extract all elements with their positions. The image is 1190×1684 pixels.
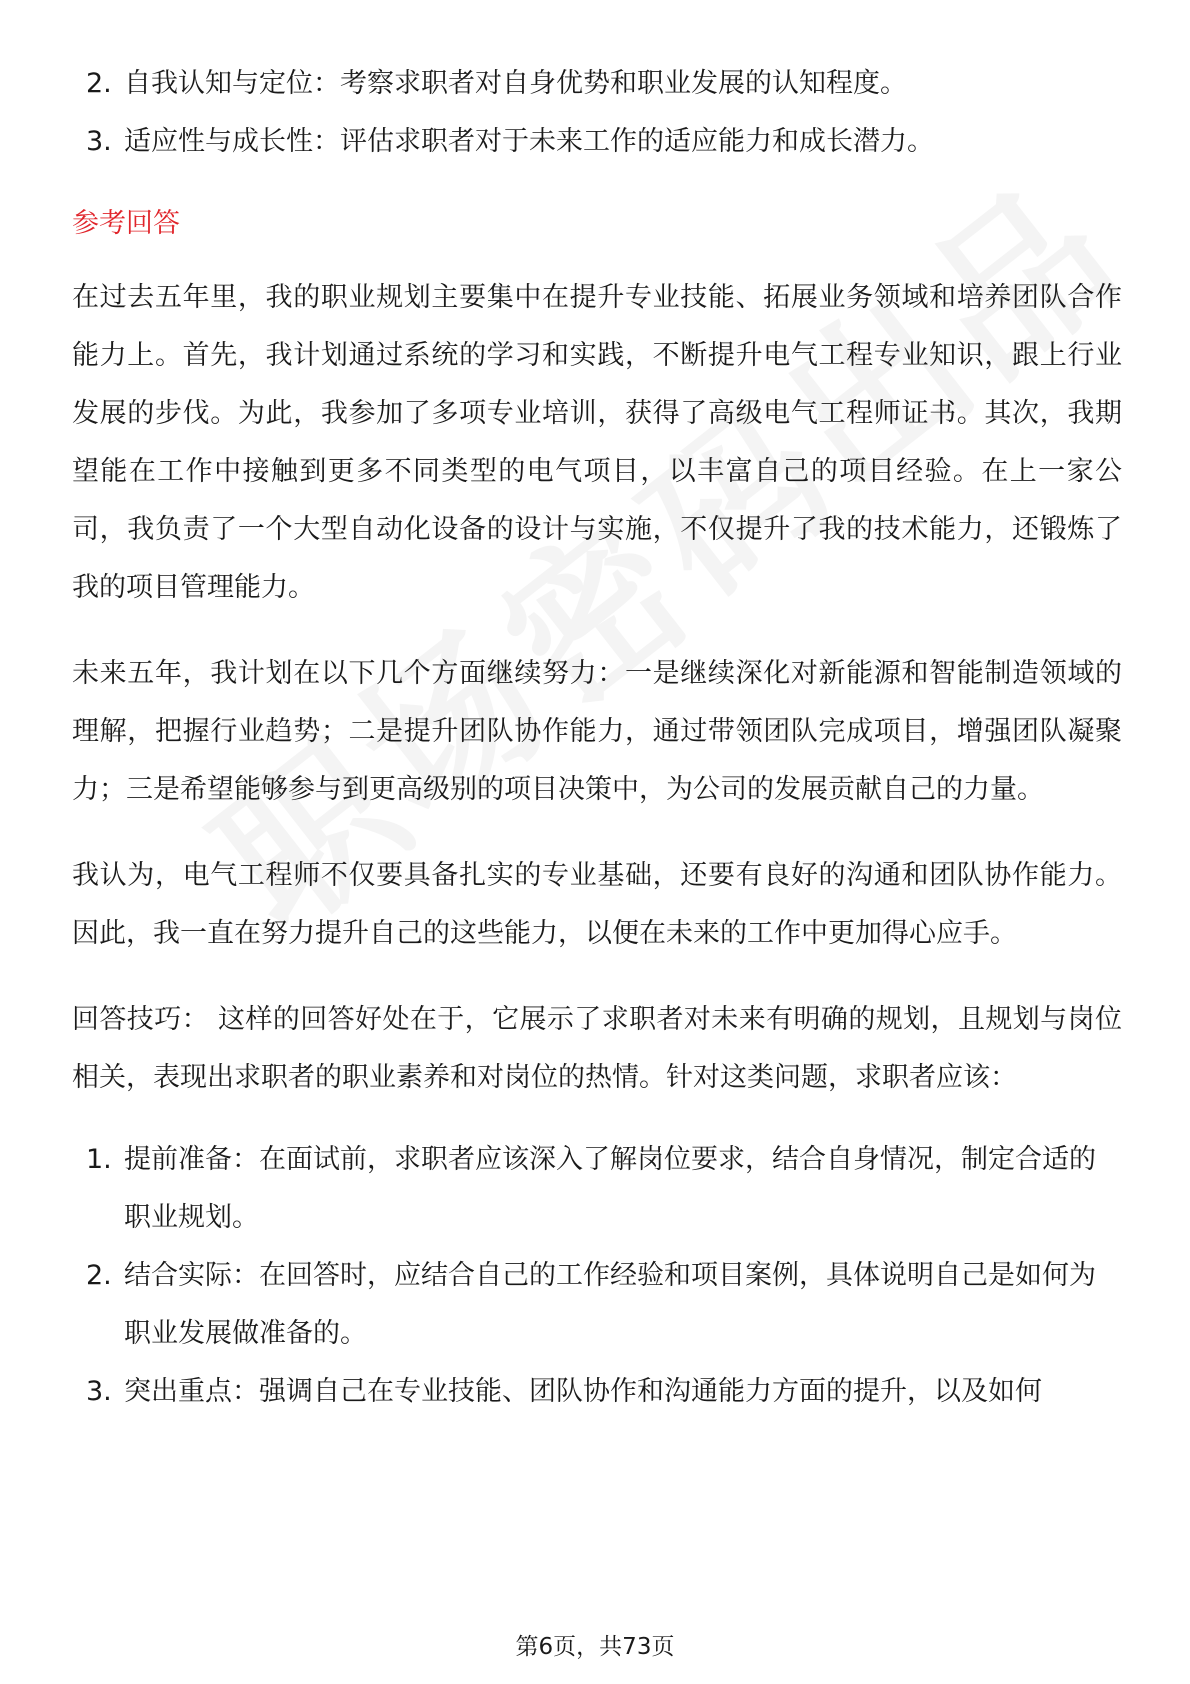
list-item-text: 提前准备：在面试前，求职者应该深入了解岗位要求，结合自身情况，制定合适的职业规划。 <box>124 1144 1096 1233</box>
list-item-text: 结合实际：在回答时，应结合自己的工作经验和项目案例，具体说明自己是如何为职业发展做准备的。 <box>124 1260 1096 1349</box>
list-item <box>72 1363 1122 1421</box>
answer-paragraph-2: 未来五年，我计划在以下几个方面继续努力：一是继续深化对新能源和智能制造领域的理解，把握行业趋势；二是提升团队协作能力，通过带领团队完成项目，增强团队凝聚力；三是希望能够参与到更高级别的项目决策中，为公司的发展贡献自己的力量。 <box>72 658 1122 805</box>
answer-paragraph-1: 在过去五年里，我的职业规划主要集中在提升专业技能、拓展业务领域和培养团队合作能力上。首先，我计划通过系统的学习和实践，不断提升电气工程专业知识，跟上行业发展的步伐。为此，我参加了多项专业培训，获得了高级电气工程师证书。其次，我期望能在工作中接触到更多不同类型的电气项目，以丰富自己的项目经验。在上一家公司，我负责了一个大型自动化设备的设计与实施，不仅提升了我的技术能力，还锻炼了我的项目管理能力。 <box>72 282 1122 603</box>
list-item <box>72 1131 1122 1247</box>
document-body <box>72 55 1122 1421</box>
evaluation-points-list <box>72 55 1122 171</box>
list-item <box>72 113 1122 171</box>
answer-paragraph-3: 我认为，电气工程师不仅要具备扎实的专业基础，还要有良好的沟通和团队协作能力。因此，我一直在努力提升自己的这些能力，以便在未来的工作中更加得心应手。 <box>72 860 1122 949</box>
list-item-number: 2. <box>86 68 112 99</box>
tips-intro-paragraph: 回答技巧： 这样的回答好处在于，它展示了求职者对未来有明确的规划，且规划与岗位相关，表现出求职者的职业素养和对岗位的热情。针对这类问题，求职者应该： <box>72 1004 1122 1093</box>
list-item-text: 适应性与成长性：评估求职者对于未来工作的适应能力和成长潜力。 <box>124 126 934 157</box>
list-item-text: 自我认知与定位：考察求职者对自身优势和职业发展的认知程度。 <box>124 68 907 99</box>
list-item-number: 3. <box>86 126 112 157</box>
section-title: 参考回答 <box>72 208 180 239</box>
list-item-text: 突出重点：强调自己在专业技能、团队协作和沟通能力方面的提升，以及如何 <box>124 1376 1042 1407</box>
page-number-footer: 第6页，共73页 <box>515 1634 675 1660</box>
list-item <box>72 55 1122 113</box>
list-item-number: 2. <box>86 1260 112 1291</box>
list-item-number: 3. <box>86 1376 112 1407</box>
list-item-number: 1. <box>86 1144 112 1175</box>
tips-list <box>72 1131 1122 1421</box>
list-item <box>72 1247 1122 1363</box>
